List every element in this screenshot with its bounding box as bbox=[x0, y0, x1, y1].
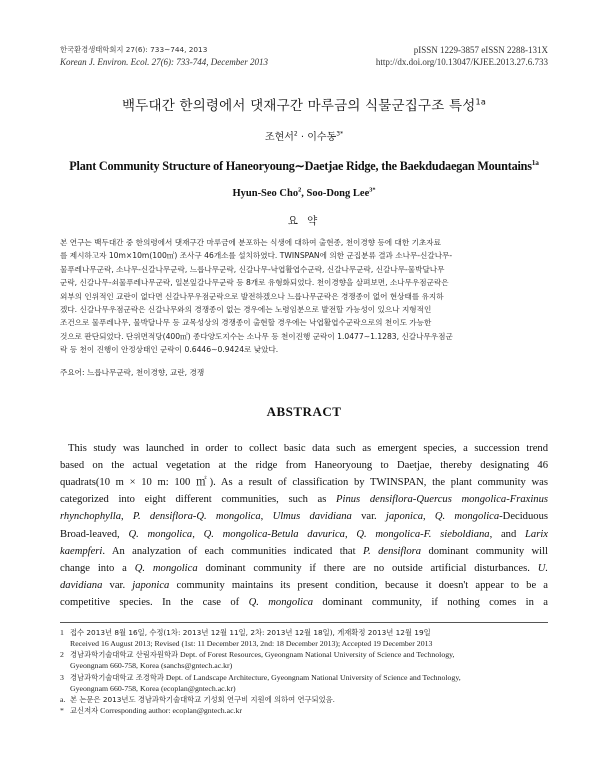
journal-ko: 한국환경생태학회지 27(6): 733~744, 2013 bbox=[60, 45, 208, 54]
abstract-korean: 본 연구는 백두대간 중 한의령에서 댓재구간 마루금에 분포하는 식생에 대하여 출현종, 천이경향 등에 대한 기초자료 를 제시하고자 10m×10m(100㎡) 조사구 46개소를 설치하였다. TWINSPAN에 의한 군집분류 결과 소나무-신갈나무- 물푸레나무군락, 소나무-신갈나무군락, 느릅나무군락, 신갈나무-낙엽활엽수군락, 신갈나무군락, 신갈나무-물박달나무 군락, 신갈나무-쇠물푸레나무군락, 일본잎갈나무군락 등 8개로 유형화되었다. 천이경향을 살펴보면, 소나무우점군락은 외부의 인위적인 교란이 없다면 신갈나무우점군락으로 발전하겠으나 느릅나무군락은 경쟁종이 없어 현상태를 유지하 겠다. 신갈나무우점군락은 신갈나무와의 경쟁종이 없는 경우에는 노령임분으로 발전할 가능성이 있으나 지형적인 조건으로 물푸레나무, 물박달나무 등 교목성상의 경쟁종이 출현할 경우에는 낙엽활엽수군락으로의 천이도 가능한 것으로 판단되었다. 단위면적당(400㎡) 종다양도지수는 소나무 등 천이진행 군락이 1.0477∼1.1283, 신갈나무우점군 락 등 천이 진행이 안정상태인 군락이 0.6446∼0.9424로 낮았다. bbox=[60, 238, 453, 355]
doi: http://dx.doi.org/10.13047/KJEE.2013.27.6.733 bbox=[375, 57, 548, 67]
footnote: 2 경남과학기술대학교 산림자원학과 Dept. of Forest Resources, Gyeongnam National University of Science and Technology, bbox=[60, 650, 455, 660]
running-header bbox=[60, 44, 548, 68]
abstract-english: This study was launched in order to collect basic data such as emergent species, a succession trend based on the actual vegetation at the ridge from Haneoryoung to Daetjae, thereby designating 46 quadrats(10 m × 10 m: 100 ㎡). As a result of classification by TWINSPAN, the plant community was categorized into eight different communities, such as Pinus densiflora-Quercus mongolica-Fraxinus rhynchophylla, P. densiflora-Q. mongolica, Ulmus davidiana var. japonica, Q. mongolica-Deciduous Broad-leaved, Q. mongolica, Q. mongolica-Betula davurica, Q. mongolica-F. sieboldiana, and Larix kaempferi. An analyzation of each communities indicated that P. densiflora dominant community will change into a Q. mongolica dominant community if there are no outside artificial disturbances. U. davidiana var. japonica community maintains its present condition, because it doesn't appear to be a competitive species. In the case of Q. mongolica dominant community, if nothing comes in a bbox=[60, 442, 548, 609]
journal-citation bbox=[60, 44, 268, 68]
title-korean: 백두대간 한의령에서 댓재구간 마루금의 식물군집구조 특성$^{1a}$ bbox=[122, 96, 486, 114]
title-english: Plant Community Structure of Haneoryoung∼Daetjae Ridge, the Baekdudaegan Mountains$^{1a}$ bbox=[69, 157, 539, 173]
footnote: a. 본 논문은 2013년도 경남과학기술대학교 기성회 연구비 지원에 의하여 연구되었음. bbox=[60, 694, 336, 704]
footnote-rule bbox=[60, 622, 548, 623]
keywords-korean: 주요어: 느릅나무군락, 천이경향, 교란, 경쟁 bbox=[60, 367, 205, 377]
footnote: 3 경남과학기술대학교 조경학과 Dept. of Landscape Architecture, Gyeongnam National University of Science and Technology, bbox=[60, 672, 461, 682]
issn: pISSN 1229-3857 eISSN 2288-131X bbox=[413, 45, 548, 55]
journal-en: Korean J. Environ. Ecol. 27(6): 733-744, December 2013 bbox=[60, 57, 269, 67]
footnote: Received 16 August 2013; Revised (1st: 11 December 2013, 2nd: 18 December 2013); Accepted 19 December 2013 bbox=[70, 638, 433, 648]
footnote: Gyeongnam 660-758, Korea (sanchs@gntech.ac.kr) bbox=[70, 661, 233, 671]
footnote: * 교신저자 Corresponding author: ecoplan@gntech.ac.kr bbox=[60, 706, 242, 716]
abstract-heading: ABSTRACT bbox=[266, 403, 342, 419]
footnote: Gyeongnam 660-758, Korea (ecoplan@gntech.ac.kr) bbox=[70, 683, 236, 693]
summary-heading-korean: 요 약 bbox=[287, 215, 321, 227]
footnote: 1 접수 2013년 8월 16일, 수정(1차: 2013년 12월 11일, 2차: 2013년 12월 18일), 게재확정 2013년 12월 19일 bbox=[60, 627, 431, 637]
issn-doi bbox=[376, 44, 548, 68]
footnotes bbox=[60, 627, 548, 717]
authors-korean: 조현서$^2$ · 이수동$^{3*}$ bbox=[264, 130, 344, 143]
authors-english: Hyun-Seo Cho$^2$, Soo-Dong Lee$^{3*}$ bbox=[232, 186, 376, 199]
